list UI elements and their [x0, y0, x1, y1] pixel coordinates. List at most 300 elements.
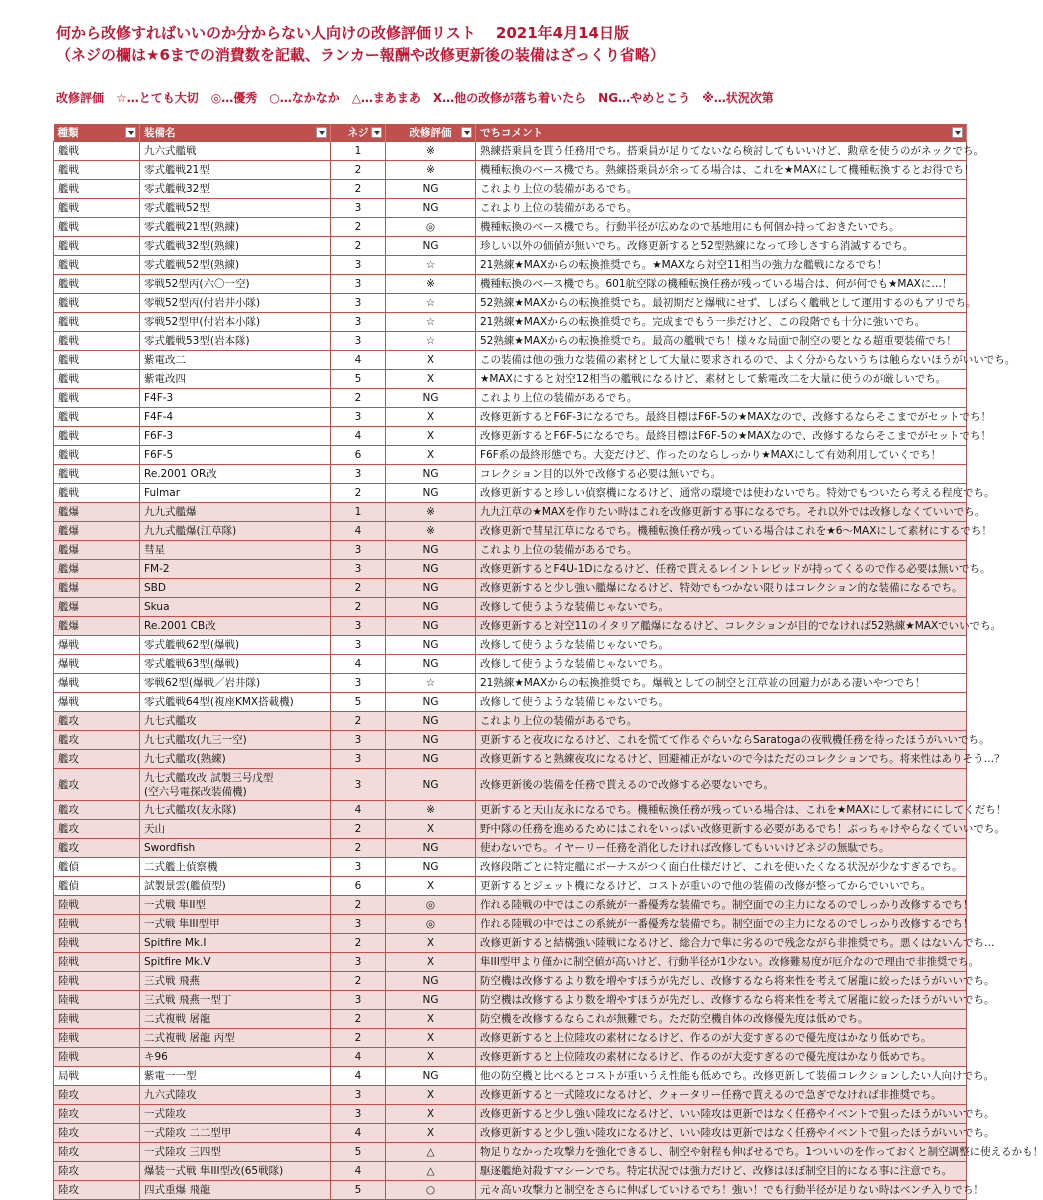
- cell-type[interactable]: 艦戦: [54, 351, 140, 370]
- cell-name[interactable]: SBD: [140, 579, 331, 598]
- cell-comment[interactable]: 改修して使うような装備じゃないでち。: [476, 655, 967, 674]
- cell-name[interactable]: 一式陸攻 三四型: [140, 1143, 331, 1162]
- cell-comment[interactable]: これより上位の装備があるでち。: [476, 712, 967, 731]
- cell-rating[interactable]: NG: [386, 991, 476, 1010]
- cell-name[interactable]: 九九式艦爆: [140, 503, 331, 522]
- cell-comment[interactable]: 作れる陸戦の中ではこの系統が一番優秀な装備でち。制空面での主力になるのでしっかり改修するでち！: [476, 896, 967, 915]
- cell-name[interactable]: F4F-3: [140, 389, 331, 408]
- cell-type[interactable]: 艦爆: [54, 541, 140, 560]
- cell-screws[interactable]: 3: [331, 294, 386, 313]
- cell-comment[interactable]: 機種転換のベース機でち。行動半径が広めなので基地用にも何個か持っておきたいでち。: [476, 218, 967, 237]
- cell-screws[interactable]: 4: [331, 522, 386, 541]
- cell-comment[interactable]: 隼III型甲より僅かに制空値が高いけど、行動半径が1少ない。改修難易度が厄介なので理由で非推奨でち。: [476, 953, 967, 972]
- cell-type[interactable]: 陸攻: [54, 1181, 140, 1200]
- cell-rating[interactable]: NG: [386, 484, 476, 503]
- cell-name[interactable]: 零戦52型丙(付岩井小隊): [140, 294, 331, 313]
- cell-comment[interactable]: 防空機は改修するより数を増やすほうが先だし、改修するなら将来性を考えて屠龍に絞ったほうがいいでち。: [476, 991, 967, 1010]
- table-row: [54, 636, 967, 655]
- cell-type[interactable]: 艦爆: [54, 579, 140, 598]
- cell-screws[interactable]: 2: [331, 1029, 386, 1048]
- cell-type[interactable]: 艦戦: [54, 389, 140, 408]
- cell-rating[interactable]: ◎: [386, 896, 476, 915]
- cell-screws[interactable]: 2: [331, 820, 386, 839]
- cell-type[interactable]: 艦戦: [54, 161, 140, 180]
- cell-type[interactable]: 艦攻: [54, 731, 140, 750]
- cell-type[interactable]: 艦戦: [54, 408, 140, 427]
- cell-comment[interactable]: 52熟練★MAXからの転換推奨でち。最初期だと爆戦にせず、しばらく艦戦として運用するのもアリでち。: [476, 294, 967, 313]
- cell-type[interactable]: 艦戦: [54, 275, 140, 294]
- cell-name[interactable]: 九七式艦攻: [140, 712, 331, 731]
- cell-type[interactable]: 艦戦: [54, 446, 140, 465]
- cell-name[interactable]: 三式戦 飛燕: [140, 972, 331, 991]
- header-type-label: 種類: [57, 127, 79, 139]
- cell-screws[interactable]: 3: [331, 915, 386, 934]
- cell-type[interactable]: 艦戦: [54, 484, 140, 503]
- cell-screws[interactable]: 2: [331, 934, 386, 953]
- cell-type[interactable]: 艦戦: [54, 370, 140, 389]
- cell-type[interactable]: 艦攻: [54, 712, 140, 731]
- cell-screws[interactable]: 3: [331, 313, 386, 332]
- cell-name[interactable]: 零式艦戦53型(岩本隊): [140, 332, 331, 351]
- cell-rating[interactable]: NG: [386, 731, 476, 750]
- cell-name[interactable]: Spitfire Mk.I: [140, 934, 331, 953]
- cell-name[interactable]: Re.2001 OR改: [140, 465, 331, 484]
- cell-name[interactable]: 九七式艦攻(九三一空): [140, 731, 331, 750]
- cell-comment[interactable]: 九九江草の★MAXを作りたい時はこれを改修更新する事になるでち。それ以外では改修しなくていいでち。: [476, 503, 967, 522]
- cell-name[interactable]: 零式艦戦32型(熟練): [140, 237, 331, 256]
- cell-name[interactable]: 一式戦 隼II型: [140, 896, 331, 915]
- cell-name[interactable]: 四式重爆 飛龍: [140, 1181, 331, 1200]
- cell-screws[interactable]: 3: [331, 256, 386, 275]
- cell-rating[interactable]: X: [386, 1010, 476, 1029]
- cell-rating[interactable]: X: [386, 934, 476, 953]
- cell-rating[interactable]: X: [386, 446, 476, 465]
- cell-screws[interactable]: 3: [331, 541, 386, 560]
- cell-rating[interactable]: △: [386, 1143, 476, 1162]
- cell-name[interactable]: 彗星: [140, 541, 331, 560]
- cell-rating[interactable]: NG: [386, 839, 476, 858]
- cell-name[interactable]: 一式戦 隼III型甲: [140, 915, 331, 934]
- cell-name[interactable]: 零式艦戦21型(熟練): [140, 218, 331, 237]
- cell-rating[interactable]: ☆: [386, 256, 476, 275]
- cell-comment[interactable]: 21熟練★MAXからの転換推奨でち。完成までもう一歩だけど、この段階でも十分に強いでち。: [476, 313, 967, 332]
- cell-type[interactable]: 艦戦: [54, 142, 140, 161]
- cell-comment[interactable]: これより上位の装備があるでち。: [476, 389, 967, 408]
- cell-comment[interactable]: これより上位の装備があるでち。: [476, 541, 967, 560]
- cell-name[interactable]: 零式艦戦62型(爆戦): [140, 636, 331, 655]
- cell-type[interactable]: 爆戦: [54, 674, 140, 693]
- cell-rating[interactable]: NG: [386, 560, 476, 579]
- cell-comment[interactable]: 改修更新すると珍しい偵察機になるけど、通常の環境では使わないでち。特効でもついたら考える程度でち。: [476, 484, 967, 503]
- cell-comment[interactable]: 改修更新すると対空11のイタリア艦爆になるけど、コレクションが目的でなければ52熟練★MAXでいいでち。: [476, 617, 967, 636]
- cell-name[interactable]: 三式戦 飛燕一型丁: [140, 991, 331, 1010]
- table-row: [54, 237, 967, 256]
- filter-dropdown-icon[interactable]: [461, 127, 472, 138]
- cell-screws[interactable]: 3: [331, 1086, 386, 1105]
- cell-comment[interactable]: 改修更新すると結構強い陸戦になるけど、総合力で隼に劣るので残念ながら非推奨でち。悪くはないんでち…: [476, 934, 967, 953]
- cell-rating[interactable]: NG: [386, 1067, 476, 1086]
- cell-rating[interactable]: NG: [386, 858, 476, 877]
- cell-type[interactable]: 陸戦: [54, 972, 140, 991]
- cell-rating[interactable]: NG: [386, 541, 476, 560]
- cell-name[interactable]: 零戦62型(爆戦／岩井隊): [140, 674, 331, 693]
- cell-type[interactable]: 艦偵: [54, 877, 140, 896]
- cell-name[interactable]: 零式艦戦32型: [140, 180, 331, 199]
- cell-type[interactable]: 陸攻: [54, 1086, 140, 1105]
- cell-screws[interactable]: 3: [331, 275, 386, 294]
- cell-comment[interactable]: 珍しい以外の価値が無いでち。改修更新すると52型熟練になって珍しさすら消滅するでち。: [476, 237, 967, 256]
- cell-screws[interactable]: 3: [331, 991, 386, 1010]
- table-row: [54, 332, 967, 351]
- cell-rating[interactable]: ※: [386, 503, 476, 522]
- cell-name[interactable]: 二式複戦 屠龍 丙型: [140, 1029, 331, 1048]
- cell-comment[interactable]: 改修更新すると少し強い陸攻になるけど、いい陸攻は更新ではなく任務やイベントで狙ったほうがいいでち。: [476, 1124, 967, 1143]
- cell-screws[interactable]: 5: [331, 1143, 386, 1162]
- cell-comment[interactable]: これより上位の装備があるでち。: [476, 180, 967, 199]
- cell-screws[interactable]: 4: [331, 351, 386, 370]
- cell-screws[interactable]: 3: [331, 731, 386, 750]
- cell-type[interactable]: 艦攻: [54, 801, 140, 820]
- cell-screws[interactable]: 3: [331, 408, 386, 427]
- cell-comment[interactable]: 改修更新すると熟練夜攻になるけど、回避補正がないので今はただのコレクションでち。将来性はありそう…？: [476, 750, 967, 769]
- cell-screws[interactable]: 3: [331, 199, 386, 218]
- cell-rating[interactable]: △: [386, 1162, 476, 1181]
- cell-screws[interactable]: 5: [331, 1181, 386, 1200]
- table-row: [54, 1181, 967, 1200]
- cell-comment[interactable]: これより上位の装備があるでち。: [476, 199, 967, 218]
- cell-rating[interactable]: X: [386, 1086, 476, 1105]
- cell-name[interactable]: 零式艦戦64型(複座KMX搭載機): [140, 693, 331, 712]
- cell-comment[interactable]: 野中隊の任務を進めるためにはこれをいっぱい改修更新する必要があるでち！ぶっちゃけやらなくていいでち。: [476, 820, 967, 839]
- cell-screws[interactable]: 3: [331, 674, 386, 693]
- cell-type[interactable]: 艦偵: [54, 858, 140, 877]
- cell-rating[interactable]: X: [386, 1124, 476, 1143]
- cell-rating[interactable]: NG: [386, 617, 476, 636]
- cell-type[interactable]: 陸攻: [54, 1162, 140, 1181]
- cell-rating[interactable]: NG: [386, 712, 476, 731]
- cell-comment[interactable]: コレクション目的以外で改修する必要は無いでち。: [476, 465, 967, 484]
- cell-screws[interactable]: 3: [331, 465, 386, 484]
- cell-screws[interactable]: 6: [331, 877, 386, 896]
- cell-name[interactable]: F6F-3: [140, 427, 331, 446]
- cell-name[interactable]: 九七式艦攻(熟練): [140, 750, 331, 769]
- cell-name[interactable]: キ96: [140, 1048, 331, 1067]
- cell-comment[interactable]: 改修更新で彗星江草になるでち。機種転換任務が残っている場合はこれを★6～MAXにして素材にするでち！: [476, 522, 967, 541]
- cell-screws[interactable]: 2: [331, 484, 386, 503]
- cell-type[interactable]: 艦戦: [54, 332, 140, 351]
- cell-comment[interactable]: 防空機を改修するならこれが無難でち。ただ防空機自体の改修優先度は低めでち。: [476, 1010, 967, 1029]
- cell-screws[interactable]: 2: [331, 579, 386, 598]
- cell-name[interactable]: 零式艦戦52型: [140, 199, 331, 218]
- cell-name[interactable]: F6F-5: [140, 446, 331, 465]
- cell-rating[interactable]: NG: [386, 636, 476, 655]
- cell-type[interactable]: 艦戦: [54, 294, 140, 313]
- cell-type[interactable]: 艦攻: [54, 769, 140, 801]
- cell-comment[interactable]: 改修更新するとF4U-1Dになるけど、任務で貰えるレイントレビッドが持ってくるので作る必要は無いでち。: [476, 560, 967, 579]
- cell-rating[interactable]: NG: [386, 693, 476, 712]
- cell-name[interactable]: 零戦52型丙(六〇一空): [140, 275, 331, 294]
- cell-rating[interactable]: X: [386, 408, 476, 427]
- cell-type[interactable]: 陸戦: [54, 1048, 140, 1067]
- cell-comment[interactable]: 改修して使うような装備じゃないでち。: [476, 693, 967, 712]
- cell-rating[interactable]: NG: [386, 465, 476, 484]
- cell-rating[interactable]: NG: [386, 579, 476, 598]
- cell-comment[interactable]: 52熟練★MAXからの転換推奨でち。最高の艦戦でち！様々な局面で制空の要となる超重要装備でち！: [476, 332, 967, 351]
- cell-comment[interactable]: 駆逐艦絶対殺すマシーンでち。特定状況では強力だけど、改修はほぼ制空目的になる事に注意でち。: [476, 1162, 967, 1181]
- cell-type[interactable]: 艦爆: [54, 598, 140, 617]
- table-row: [54, 142, 967, 161]
- cell-name[interactable]: 一式陸攻: [140, 1105, 331, 1124]
- cell-rating[interactable]: X: [386, 1029, 476, 1048]
- cell-screws[interactable]: 3: [331, 560, 386, 579]
- cell-rating[interactable]: X: [386, 953, 476, 972]
- filter-dropdown-icon[interactable]: [316, 127, 327, 138]
- cell-screws[interactable]: 4: [331, 1048, 386, 1067]
- cell-name[interactable]: 爆装一式戦 隼III型改(65戦隊): [140, 1162, 331, 1181]
- cell-rating[interactable]: X: [386, 877, 476, 896]
- cell-screws[interactable]: 1: [331, 503, 386, 522]
- cell-rating[interactable]: NG: [386, 199, 476, 218]
- table-row: [54, 877, 967, 896]
- cell-screws[interactable]: 2: [331, 598, 386, 617]
- cell-type[interactable]: 爆戦: [54, 636, 140, 655]
- cell-type[interactable]: 陸戦: [54, 1010, 140, 1029]
- table-row: [54, 598, 967, 617]
- cell-comment[interactable]: この装備は他の強力な装備の素材として大量に要求されるので、よく分からないうちは触らないほうがいいでち。: [476, 351, 967, 370]
- cell-rating[interactable]: ◎: [386, 915, 476, 934]
- cell-screws[interactable]: 3: [331, 636, 386, 655]
- cell-type[interactable]: 爆戦: [54, 655, 140, 674]
- cell-screws[interactable]: 2: [331, 161, 386, 180]
- cell-name[interactable]: 九七式艦攻改 試製三号戊型 (空六号電探改装備機): [140, 769, 331, 801]
- cell-type[interactable]: 艦戦: [54, 199, 140, 218]
- cell-comment[interactable]: 改修更新すると一式陸攻になるけど、クォータリー任務で貰えるので急ぎでなければ非推奨でち。: [476, 1086, 967, 1105]
- cell-screws[interactable]: 2: [331, 896, 386, 915]
- cell-comment[interactable]: 改修更新すると少し強い艦爆になるけど、特効でもつかない限りはコレクション的な装備になるでち。: [476, 579, 967, 598]
- cell-rating[interactable]: X: [386, 370, 476, 389]
- cell-name[interactable]: 九九式艦爆(江草隊): [140, 522, 331, 541]
- cell-screws[interactable]: 4: [331, 1124, 386, 1143]
- table-row: [54, 915, 967, 934]
- cell-comment[interactable]: 更新するとジェット機になるけど、コストが重いので他の装備の改修が整ってからでいいでち。: [476, 877, 967, 896]
- cell-name[interactable]: 試製景雲(艦偵型): [140, 877, 331, 896]
- cell-name[interactable]: FM-2: [140, 560, 331, 579]
- cell-type[interactable]: 艦戦: [54, 218, 140, 237]
- table-row: [54, 1124, 967, 1143]
- cell-name[interactable]: 九六式陸攻: [140, 1086, 331, 1105]
- cell-rating[interactable]: ☆: [386, 313, 476, 332]
- cell-rating[interactable]: NG: [386, 655, 476, 674]
- cell-type[interactable]: 陸戦: [54, 1029, 140, 1048]
- cell-comment[interactable]: 改修更新するとF6F-5になるでち。最終目標はF6F-5の★MAXなので、改修するならそこまでがセットでち！: [476, 427, 967, 446]
- filter-dropdown-icon[interactable]: [125, 127, 136, 138]
- cell-rating[interactable]: ※: [386, 161, 476, 180]
- cell-screws[interactable]: 2: [331, 839, 386, 858]
- cell-comment[interactable]: ★MAXにすると対空12相当の艦戦になるけど、素材として紫電改二を大量に使うのが厳しいでち。: [476, 370, 967, 389]
- cell-rating[interactable]: ※: [386, 275, 476, 294]
- cell-screws[interactable]: 3: [331, 858, 386, 877]
- cell-comment[interactable]: 改修して使うような装備じゃないでち。: [476, 598, 967, 617]
- cell-type[interactable]: 艦爆: [54, 617, 140, 636]
- cell-name[interactable]: Skua: [140, 598, 331, 617]
- cell-rating[interactable]: NG: [386, 180, 476, 199]
- cell-screws[interactable]: 5: [331, 370, 386, 389]
- cell-type[interactable]: 局戦: [54, 1067, 140, 1086]
- cell-screws[interactable]: 3: [331, 953, 386, 972]
- cell-comment[interactable]: F6F系の最終形態でち。大変だけど、作ったのならしっかり★MAXにして有効利用していくでち！: [476, 446, 967, 465]
- cell-screws[interactable]: 2: [331, 712, 386, 731]
- cell-type[interactable]: 艦戦: [54, 180, 140, 199]
- cell-comment[interactable]: 改修更新すると上位陸攻の素材になるけど、作るのが大変すぎるので優先度はかなり低めでち。: [476, 1029, 967, 1048]
- cell-rating[interactable]: ※: [386, 142, 476, 161]
- cell-comment[interactable]: 更新すると天山友永になるでち。機種転換任務が残っている場合は、これを★MAXにして素材ににしてくだち！: [476, 801, 967, 820]
- cell-rating[interactable]: X: [386, 427, 476, 446]
- cell-name[interactable]: Spitfire Mk.V: [140, 953, 331, 972]
- cell-type[interactable]: 陸戦: [54, 991, 140, 1010]
- cell-comment[interactable]: 物足りなかった攻撃力を強化できるし、制空や射程も伸ばせるでち。1ついいのを作っておくと制空調整に使えるかも！: [476, 1143, 967, 1162]
- cell-comment[interactable]: 他の防空機と比べるとコストが重いうえ性能も低めでち。改修更新して装備コレクションしたい人向けでち。: [476, 1067, 967, 1086]
- cell-rating[interactable]: X: [386, 820, 476, 839]
- cell-type[interactable]: 艦戦: [54, 313, 140, 332]
- cell-rating[interactable]: NG: [386, 750, 476, 769]
- cell-comment[interactable]: 21熟練★MAXからの転換推奨でち。爆戦としての制空と江草並の回避力がある凄いやつでち！: [476, 674, 967, 693]
- cell-comment[interactable]: 改修更新後の装備を任務で貰えるので改修する必要ないでち。: [476, 769, 967, 801]
- cell-screws[interactable]: 3: [331, 617, 386, 636]
- header-rating-label: 改修評価: [409, 127, 452, 139]
- cell-screws[interactable]: 3: [331, 750, 386, 769]
- cell-type[interactable]: 陸戦: [54, 896, 140, 915]
- cell-name[interactable]: Fulmar: [140, 484, 331, 503]
- table-row: [54, 617, 967, 636]
- cell-rating[interactable]: ○: [386, 1181, 476, 1200]
- cell-type[interactable]: 陸戦: [54, 934, 140, 953]
- cell-type[interactable]: 艦攻: [54, 750, 140, 769]
- cell-comment[interactable]: 機種転換のベース機でち。熟練搭乗員が余ってる場合は、これを★MAXにして機種転換するとお得でち！: [476, 161, 967, 180]
- cell-screws[interactable]: 2: [331, 218, 386, 237]
- cell-comment[interactable]: 作れる陸戦の中ではこの系統が一番優秀な装備でち。制空面での主力になるのでしっかり改修するでち！: [476, 915, 967, 934]
- cell-name[interactable]: 九七式艦攻(友永隊): [140, 801, 331, 820]
- cell-name[interactable]: 零式艦戦63型(爆戦): [140, 655, 331, 674]
- cell-screws[interactable]: 3: [331, 769, 386, 801]
- cell-rating[interactable]: NG: [386, 389, 476, 408]
- cell-screws[interactable]: 2: [331, 180, 386, 199]
- cell-type[interactable]: 艦戦: [54, 427, 140, 446]
- cell-type[interactable]: 艦戦: [54, 256, 140, 275]
- cell-screws[interactable]: 6: [331, 446, 386, 465]
- cell-rating[interactable]: NG: [386, 237, 476, 256]
- cell-type[interactable]: 陸戦: [54, 915, 140, 934]
- cell-screws[interactable]: 3: [331, 332, 386, 351]
- cell-name[interactable]: 二式複戦 屠龍: [140, 1010, 331, 1029]
- cell-type[interactable]: 艦爆: [54, 560, 140, 579]
- cell-comment[interactable]: 改修して使うような装備じゃないでち。: [476, 636, 967, 655]
- cell-screws[interactable]: 4: [331, 1067, 386, 1086]
- cell-screws[interactable]: 4: [331, 1162, 386, 1181]
- cell-screws[interactable]: 2: [331, 1010, 386, 1029]
- cell-screws[interactable]: 3: [331, 1105, 386, 1124]
- cell-name[interactable]: 紫電改二: [140, 351, 331, 370]
- cell-screws[interactable]: 2: [331, 972, 386, 991]
- header-name-label: 装備名: [144, 127, 176, 139]
- cell-comment[interactable]: 改修段階ごとに特定艦にボーナスがつく面白仕様だけど、これを使いたくなる状況が少なすぎるでち。: [476, 858, 967, 877]
- cell-rating[interactable]: NG: [386, 972, 476, 991]
- cell-rating[interactable]: NG: [386, 598, 476, 617]
- cell-comment[interactable]: 更新すると夜攻になるけど、これを慌てて作るぐらいならSaratogaの夜戦機任務を待ったほうがいいでち。: [476, 731, 967, 750]
- cell-name[interactable]: 九六式艦戦: [140, 142, 331, 161]
- cell-type[interactable]: 艦攻: [54, 839, 140, 858]
- cell-name[interactable]: 零式艦戦52型(熟練): [140, 256, 331, 275]
- cell-comment[interactable]: 元々高い攻撃力と制空をさらに伸ばしていけるでち！強い！でも行動半径が足りない時はベンチ入りでち！: [476, 1181, 967, 1200]
- cell-type[interactable]: 艦爆: [54, 522, 140, 541]
- cell-rating[interactable]: ◎: [386, 218, 476, 237]
- cell-type[interactable]: 陸攻: [54, 1105, 140, 1124]
- cell-type[interactable]: 艦戦: [54, 465, 140, 484]
- filter-dropdown-icon[interactable]: [952, 127, 963, 138]
- cell-rating[interactable]: X: [386, 1048, 476, 1067]
- cell-comment[interactable]: 改修更新するとF6F-3になるでち。最終目標はF6F-5の★MAXなので、改修するならそこまでがセットでち！: [476, 408, 967, 427]
- cell-rating[interactable]: ☆: [386, 674, 476, 693]
- cell-name[interactable]: Re.2001 CB改: [140, 617, 331, 636]
- cell-name[interactable]: 零戦52型甲(付岩本小隊): [140, 313, 331, 332]
- cell-comment[interactable]: 防空機は改修するより数を増やすほうが先だし、改修するなら将来性を考えて屠龍に絞ったほうがいいでち。: [476, 972, 967, 991]
- cell-comment[interactable]: 改修更新すると少し強い陸攻になるけど、いい陸攻は更新ではなく任務やイベントで狙ったほうがいいでち。: [476, 1105, 967, 1124]
- cell-screws[interactable]: 2: [331, 389, 386, 408]
- cell-screws[interactable]: 5: [331, 693, 386, 712]
- cell-comment[interactable]: 機種転換のベース機でち。601航空隊の機種転換任務が残っている場合は、何が何でも★MAXに…！: [476, 275, 967, 294]
- cell-comment[interactable]: 熟練搭乗員を貰う任務用でち。搭乗員が足りてないなら検討してもいいけど、勲章を使うのがネックでち。: [476, 142, 967, 161]
- cell-name[interactable]: Swordfish: [140, 839, 331, 858]
- cell-comment[interactable]: 改修更新すると上位陸攻の素材になるけど、作るのが大変すぎるので優先度はかなり低めでち。: [476, 1048, 967, 1067]
- cell-type[interactable]: 艦攻: [54, 820, 140, 839]
- cell-type[interactable]: 陸攻: [54, 1124, 140, 1143]
- cell-rating[interactable]: ※: [386, 522, 476, 541]
- cell-name[interactable]: F4F-4: [140, 408, 331, 427]
- cell-comment[interactable]: 使わないでち。イヤーリー任務を消化したければ改修してもいいけどネジの無駄でち。: [476, 839, 967, 858]
- table-row: [54, 313, 967, 332]
- table-row: [54, 351, 967, 370]
- table-row: [54, 541, 967, 560]
- cell-name[interactable]: 二式艦上偵察機: [140, 858, 331, 877]
- cell-screws[interactable]: 4: [331, 655, 386, 674]
- cell-screws[interactable]: 2: [331, 237, 386, 256]
- cell-rating[interactable]: X: [386, 1105, 476, 1124]
- cell-rating[interactable]: ☆: [386, 332, 476, 351]
- cell-screws[interactable]: 1: [331, 142, 386, 161]
- cell-type[interactable]: 艦爆: [54, 503, 140, 522]
- cell-type[interactable]: 爆戦: [54, 693, 140, 712]
- cell-comment[interactable]: 21熟練★MAXからの転換推奨でち。★MAXなら対空11相当の強力な艦戦になるでち！: [476, 256, 967, 275]
- cell-name[interactable]: 紫電改四: [140, 370, 331, 389]
- table-row: [54, 1029, 967, 1048]
- table-row: [54, 522, 967, 541]
- cell-type[interactable]: 艦戦: [54, 237, 140, 256]
- cell-screws[interactable]: 4: [331, 801, 386, 820]
- cell-screws[interactable]: 4: [331, 427, 386, 446]
- table-row: [54, 991, 967, 1010]
- cell-name[interactable]: 天山: [140, 820, 331, 839]
- cell-rating[interactable]: ☆: [386, 294, 476, 313]
- cell-name[interactable]: 一式陸攻 二二型甲: [140, 1124, 331, 1143]
- table-row: [54, 408, 967, 427]
- cell-type[interactable]: 陸攻: [54, 1143, 140, 1162]
- cell-type[interactable]: 陸戦: [54, 953, 140, 972]
- cell-rating[interactable]: X: [386, 351, 476, 370]
- cell-rating[interactable]: ※: [386, 801, 476, 820]
- filter-dropdown-icon[interactable]: [371, 127, 382, 138]
- cell-name[interactable]: 零式艦戦21型: [140, 161, 331, 180]
- cell-rating[interactable]: NG: [386, 769, 476, 801]
- cell-name[interactable]: 紫電一一型: [140, 1067, 331, 1086]
